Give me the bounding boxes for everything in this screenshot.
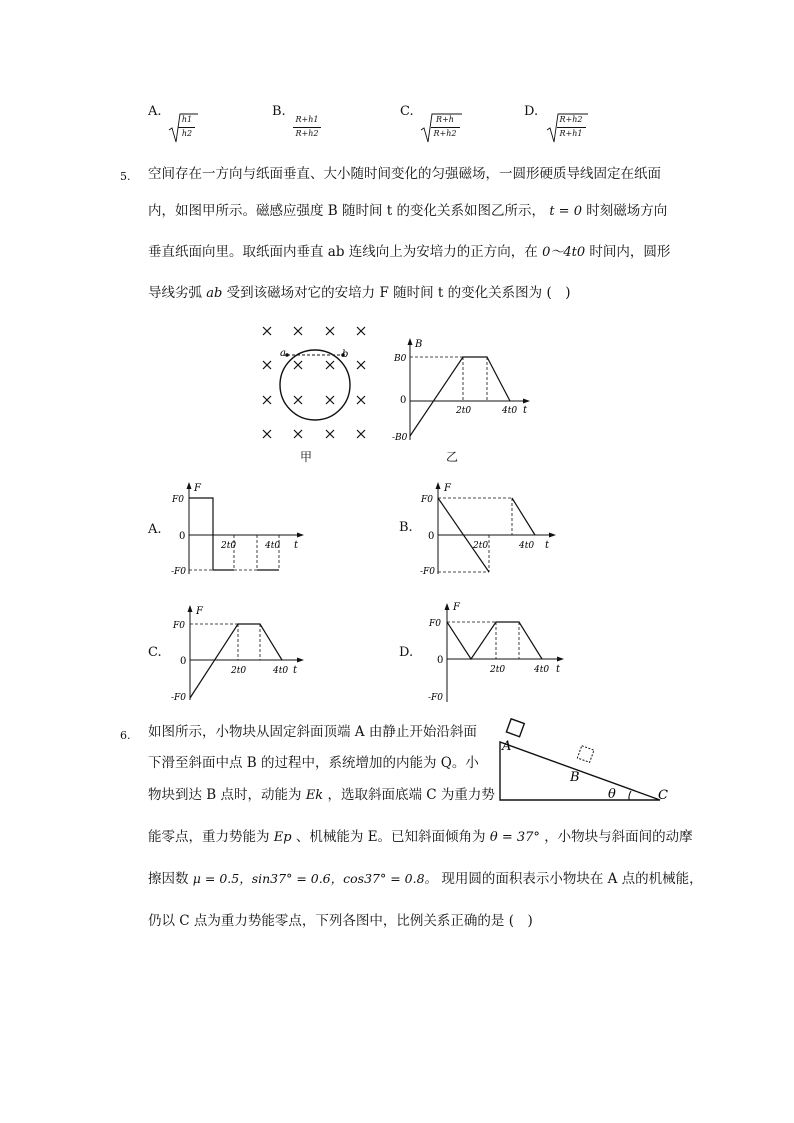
yi-label-negB0: -B0 (392, 433, 408, 443)
option-c-den: R+h2 (433, 129, 457, 138)
q6-line-5-end: 现用圆的面积表示小物块在 A 点的机械能， (441, 871, 703, 887)
d-label-zero: 0 (437, 655, 444, 666)
b-f-descent (512, 498, 535, 535)
d-label-negF0: -F0 (428, 693, 444, 703)
wire-loop (280, 350, 350, 420)
b-label-4t0: 4t0 (519, 541, 535, 551)
q5-line-3-text: 垂直纸面向里。取纸面内垂直 ab 连线向上为安培力的正方向，在 (148, 244, 538, 260)
choice-a-label: A. (148, 522, 162, 537)
option-a-den: h2 (181, 129, 193, 138)
c-axis-f-arrow (188, 605, 193, 612)
figure-jia-caption: 甲 (300, 450, 313, 464)
yi-b-curve (410, 357, 510, 436)
q6-answer-paren: ( ) (508, 913, 533, 929)
q5-answer-paren: ( ) (546, 285, 571, 301)
a-label-2t0: 2t0 (221, 541, 237, 551)
c-label-negF0: -F0 (171, 693, 187, 703)
incline-diagram (494, 712, 684, 804)
q6-line-2: 下滑至斜面中点 B 的过程中，系统增加的内能为 Q。小 (148, 755, 479, 771)
q5-line-3-end: 时间内，圆形 (589, 244, 671, 260)
a-label-F: F (194, 483, 201, 494)
option-b-fracline (293, 127, 321, 128)
d-label-F: F (453, 602, 460, 613)
option-c-label: C. (400, 104, 414, 119)
point-label-c: C (658, 788, 668, 803)
b-label-F0: F0 (421, 495, 433, 505)
c-f-curve (190, 624, 282, 698)
choice-c-label: C. (148, 645, 162, 660)
option-d-fracline (557, 127, 586, 128)
q6-line-5 (148, 869, 703, 889)
a-label-t: t (294, 540, 299, 551)
q6-line-4 (148, 827, 693, 848)
q6-line-4-end: ，小物块与斜面间的动摩 (544, 829, 693, 845)
question-6-number: 6. (120, 729, 131, 742)
c-label-zero: 0 (180, 656, 187, 667)
label-a: a (280, 348, 286, 359)
q5-line-2 (148, 201, 667, 222)
b-axis-t-arrow (549, 533, 556, 538)
a-label-zero: 0 (179, 531, 186, 542)
yi-label-2t0: 2t0 (456, 406, 472, 416)
q6-line-5-text: 擦因数 (148, 871, 189, 887)
q6-line-3-text: 物块到达 B 点时，动能为 (148, 787, 302, 803)
option-d-den: R+h1 (559, 129, 583, 138)
choice-a-graph (168, 478, 308, 578)
q5-line-4-text: 导线劣弧 (148, 285, 202, 301)
q5-line-2-math: t = 0 (549, 204, 582, 219)
a-label-F0: F0 (172, 495, 184, 505)
choice-c-graph (168, 600, 308, 704)
yi-label-B0: B0 (394, 354, 407, 364)
label-b: b (342, 349, 349, 360)
q5-line-4-end: 受到该磁场对它的安培力 F 随时间 t 的变化关系图为 (226, 285, 543, 301)
cross-row-4 (263, 430, 365, 438)
option-b-den: R+h2 (295, 129, 319, 138)
cross-row-3 (263, 396, 365, 404)
d-axis-f-arrow (445, 603, 450, 610)
point-label-a: A (502, 739, 512, 754)
b-axis-f-arrow (436, 482, 441, 489)
b-label-2t0: 2t0 (473, 541, 489, 551)
angle-arc (629, 791, 631, 800)
choice-d-graph (418, 598, 568, 706)
figure-jia (250, 320, 385, 465)
figure-yi-graph (390, 335, 535, 445)
q6-line-3-end: ，选取斜面底端 C 为重力势 (327, 787, 495, 803)
yi-axis-b-arrow (408, 338, 413, 345)
d-label-t: t (556, 664, 561, 675)
cross-row-1 (263, 327, 365, 335)
angle-label-theta: θ (608, 787, 616, 802)
block-at-b-dashed (577, 746, 594, 763)
figure-yi-caption: 乙 (446, 450, 459, 464)
d-label-F0: F0 (429, 619, 441, 629)
q5-line-2-text: 内，如图甲所示。磁感应强度 B 随时间 t 的变化关系如图乙所示， (148, 203, 546, 219)
c-axis-t-arrow (297, 658, 304, 663)
b-label-negF0: -F0 (420, 567, 436, 577)
option-d-label: D. (524, 104, 539, 119)
option-d-num: R+h2 (559, 115, 583, 124)
option-a-num: h1 (181, 115, 193, 124)
d-axis-t-arrow (557, 657, 564, 662)
q5-line-4-math: ab (206, 286, 223, 301)
a-axis-f-arrow (187, 482, 192, 489)
yi-label-4t0: 4t0 (502, 406, 518, 416)
yi-axis-t-arrow (523, 399, 530, 404)
b-label-t: t (545, 540, 550, 551)
q6-line-6 (148, 911, 533, 931)
q5-line-2-end: 时刻磁场方向 (586, 203, 668, 219)
choice-d-label: D. (399, 645, 414, 660)
option-a-label: A. (148, 104, 162, 119)
choice-b-label: B. (399, 520, 413, 535)
d-label-4t0: 4t0 (534, 665, 550, 675)
c-label-t: t (293, 665, 298, 676)
a-label-negF0: -F0 (171, 567, 187, 577)
q6-line-3 (148, 785, 495, 806)
b-label-zero: 0 (428, 531, 435, 542)
yi-label-B: B (415, 339, 423, 350)
q6-line-4-text: 能零点，重力势能为 (148, 829, 270, 845)
option-b-num: R+h1 (295, 115, 319, 124)
a-label-4t0: 4t0 (265, 541, 281, 551)
q6-line-6-text: 仍以 C 点为重力势能零点，下列各图中，比例关系正确的是 (148, 913, 505, 929)
q5-line-3-math: 0～4t0 (542, 245, 586, 260)
cross-row-2 (263, 361, 365, 369)
q6-line-4-mid: 、机械能为 E。已知斜面倾角为 (295, 829, 486, 845)
q5-line-1: 空间存在一方向与纸面垂直、大小随时间变化的匀强磁场，一圆形硬质导线固定在纸面 (148, 166, 661, 182)
c-label-F0: F0 (173, 621, 185, 631)
q6-line-1: 如图所示，小物块从固定斜面顶端 A 由静止开始沿斜面 (148, 724, 477, 740)
q6-line-4-math-2: θ = 37° (489, 830, 540, 845)
yi-label-zero: 0 (400, 395, 407, 406)
point-label-b: B (570, 770, 580, 785)
option-c-fracline (431, 127, 460, 128)
c-label-4t0: 4t0 (273, 666, 289, 676)
option-b-label: B. (272, 104, 286, 119)
yi-label-t: t (523, 405, 528, 416)
c-label-F: F (196, 606, 203, 617)
question-5-number: 5. (120, 170, 131, 183)
q5-line-4 (148, 283, 570, 304)
option-a-fracline (178, 127, 195, 128)
choice-b-graph (418, 478, 558, 578)
option-c-num: R+h (436, 115, 454, 124)
q6-line-4-math-1: Ep (273, 830, 292, 845)
a-f-segment-1 (189, 498, 237, 570)
a-axis-t-arrow (297, 533, 304, 538)
d-f-curve (447, 622, 542, 659)
q6-line-5-math: μ = 0.5，sin37° = 0.6，cos37° = 0.8。 (192, 871, 438, 886)
block-at-a (506, 719, 524, 737)
c-label-2t0: 2t0 (231, 666, 247, 676)
q6-line-3-math: Ek (305, 788, 324, 803)
d-label-2t0: 2t0 (490, 665, 506, 675)
b-label-F: F (444, 483, 451, 494)
q5-line-3 (148, 242, 670, 263)
